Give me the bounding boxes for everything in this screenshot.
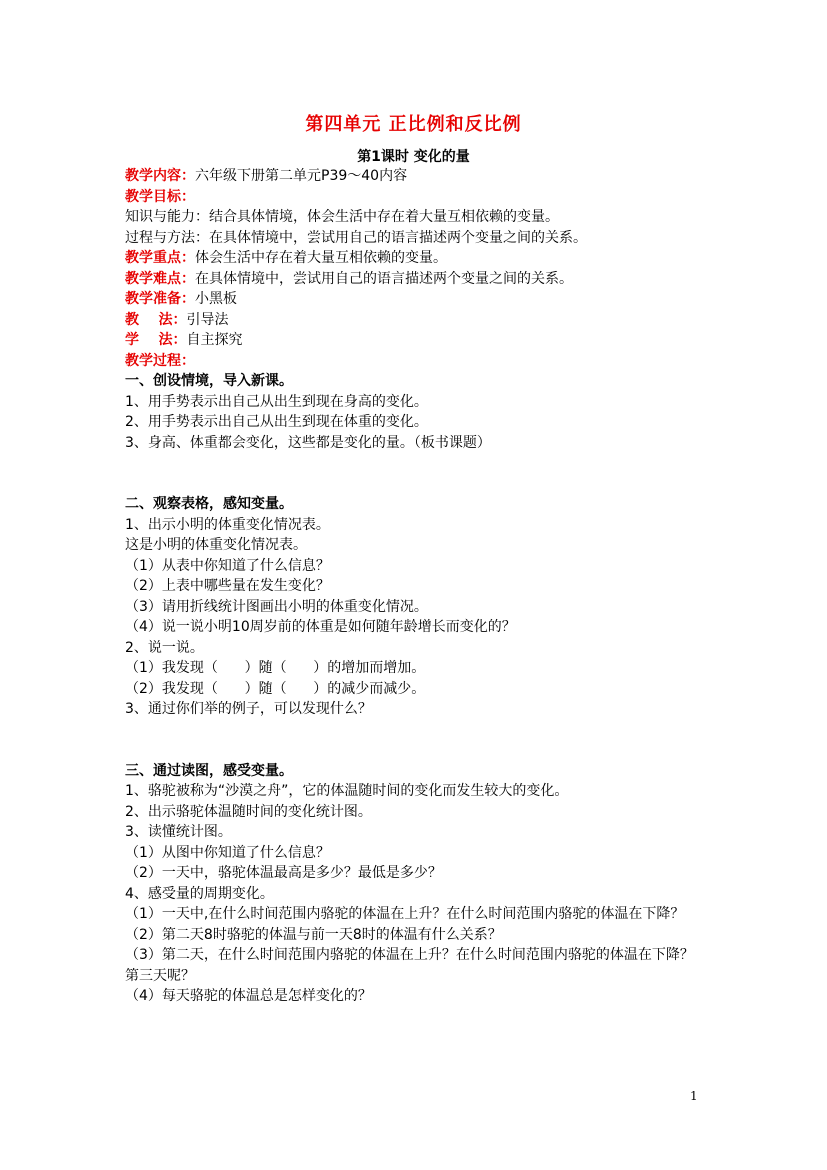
list-item: （3）第二天，在什么时间范围内骆驼的体温在上升？在什么时间范围内骆驼的体温在下降？	[125, 947, 694, 963]
list-item: 3、读懂统计图。	[125, 824, 232, 840]
prep-label: 教学准备：	[125, 291, 195, 307]
process-label: 教学过程：	[125, 352, 195, 369]
content-label: 教学内容：	[125, 168, 195, 184]
list-item: 1、出示小明的体重变化情况表。	[125, 516, 330, 533]
goal-knowledge: 知识与能力：结合具体情境，体会生活中存在着大量互相依赖的变量。	[125, 209, 559, 225]
difficulty-line	[125, 269, 715, 290]
key-point-line	[125, 248, 715, 269]
list-item: 2、出示骆驼体温随时间的变化统计图。	[125, 803, 372, 820]
difficulty-value: 在具体情境中，尝试用自己的语言描述两个变量之间的关系。	[195, 270, 573, 287]
content-value: 六年级下册第二单元P39～40内容	[195, 168, 408, 184]
section1-heading: 一、创设情境，导入新课。	[125, 373, 293, 389]
list-item: 这是小明的体重变化情况表。	[125, 537, 307, 553]
goals-line	[125, 187, 715, 208]
learn-method-line	[125, 330, 715, 351]
key-point-label: 教学重点：	[125, 250, 195, 266]
list-item: （2）我发现（ ）随（ ）的减少而减少。	[125, 680, 426, 697]
list-item: （2）第二天8时骆驼的体温与前一天8时的体温有什么关系？	[125, 926, 502, 943]
list-item: 2、说一说。	[125, 639, 204, 656]
list-item: 3、身高、体重都会变化，这些都是变化的量。（板书课题）	[125, 434, 491, 451]
list-item: 2、用手势表示出自己从出生到现在体重的变化。	[125, 414, 428, 430]
learn-method-label: 学 法：	[125, 332, 187, 348]
list-item: 4、感受量的周期变化。	[125, 885, 274, 902]
list-item: （1）从表中你知道了什么信息？	[125, 557, 330, 574]
prep-line	[125, 289, 715, 310]
page-number: 1	[690, 1089, 698, 1103]
teach-method-value: 引导法	[186, 311, 229, 328]
list-item: （4）说一说小明10周岁前的体重是如何随年龄增长而变化的？	[125, 619, 516, 635]
list-item: （1）我发现（ ）随（ ）的增加而增加。	[125, 660, 426, 676]
document-body	[125, 166, 715, 1007]
list-item: 1、用手势表示出自己从出生到现在身高的变化。	[125, 393, 428, 410]
list-item: 第三天呢？	[125, 967, 195, 984]
process-line	[125, 351, 715, 372]
list-item: （2）上表中哪些量在发生变化？	[125, 578, 330, 594]
list-item: （1）一天中,在什么时间范围内骆驼的体温在上升？在什么时间范围内骆驼的体温在下降？	[125, 906, 685, 922]
goals-label: 教学目标：	[125, 188, 195, 205]
list-item: （4）每天骆驼的体温总是怎样变化的？	[125, 988, 372, 1004]
teach-method-label: 教 法：	[125, 311, 187, 328]
prep-value: 小黑板	[195, 291, 237, 307]
list-item: （2）一天中，骆驼体温最高是多少？最低是多少？	[125, 865, 442, 881]
spacer	[125, 453, 715, 494]
learn-method-value: 自主探究	[186, 332, 243, 348]
content-line	[125, 166, 715, 187]
teach-method-line	[125, 310, 715, 331]
list-item: 3、通过你们举的例子，可以发现什么？	[125, 701, 372, 717]
spacer	[125, 720, 715, 761]
unit-title: 第四单元 正比例和反比例	[305, 114, 522, 135]
list-item: （1）从图中你知道了什么信息？	[125, 844, 330, 861]
difficulty-label: 教学难点：	[125, 270, 195, 287]
list-item: （3）请用折线统计图画出小明的体重变化情况。	[125, 598, 428, 615]
section2-heading: 二、观察表格，感知变量。	[125, 496, 293, 512]
section3-heading: 三、通过读图，感受变量。	[125, 762, 293, 779]
list-item: 1、骆驼被称为“沙漠之舟”，它的体温随时间的变化而发生较大的变化。	[125, 783, 569, 799]
lesson-subtitle: 第1课时 变化的量	[357, 149, 470, 165]
goal-process: 过程与方法：在具体情境中，尝试用自己的语言描述两个变量之间的关系。	[125, 229, 587, 246]
key-point-value: 体会生活中存在着大量互相依赖的变量。	[195, 250, 447, 266]
